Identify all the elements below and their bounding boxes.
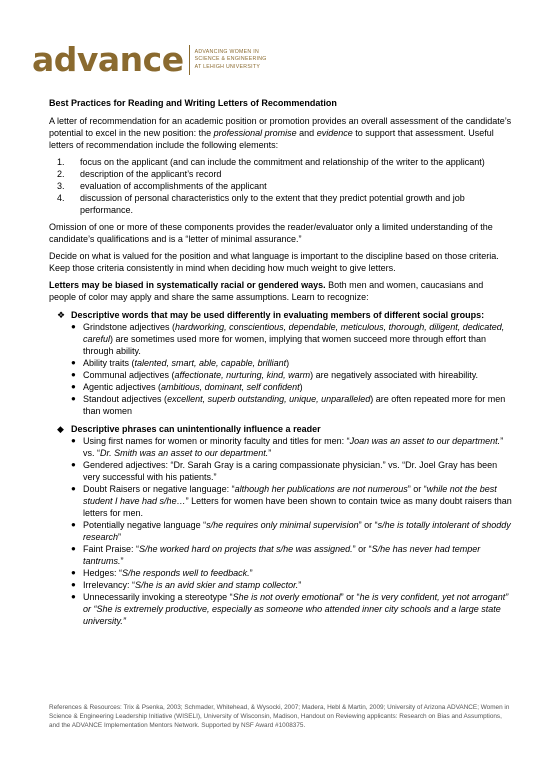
omission-paragraph: Omission of one or more of these components provides the reader/evaluator only a limited understanding of the candidate’s qualifications and is a “letter of minimal assurance.” [49,222,493,244]
list-item [49,180,512,192]
list-item [49,168,512,180]
diamond-bullet-icon: ◆ [57,424,64,434]
list-item: ● Doubt Raisers or negative language: “although her publications are not numerous” or “while not the best student I have had s/he…” Letters for women have been shown to contain twice as many doubt raisers than letters for men. [71,484,512,518]
list-item: ● Standout adjectives (excellent, superb outstanding, unique, unparalleled) are often repeated more for men than women [71,394,506,416]
list-text: description of the applicant’s record [80,169,222,179]
list-text: discussion of personal characteristics only to the extent that they predict potential growth and job performance. [80,193,465,215]
list-item [49,156,512,168]
bullet-icon: ● [71,322,76,331]
advance-logo [32,42,267,78]
logo-wordmark: advance [32,40,184,79]
references-footer: References & Resources: Trix & Psenka, 2003; Schmader, Whitehead, & Wysocki, 2007; Madera, Hebl & Martin, 2009; University of Arizona ADVANCE; Women in Science & Engineering Leadership Initiative (WISELI), University of Wisconsin, Madison, Handout on Reviewing applicants: Research on Bias and Assumptions, and the ADVANCE Implementation Mentors Network. Supported by NSF Award #1008375. [49,704,510,729]
section-descriptive-words [49,309,512,417]
list-item: ● Grindstone adjectives (hardworking, conscientious, dependable, meticulous, thorough, diligent, dedicated, careful) are sometimes used more for women, implying that women succeed more through effort than through ability. [71,322,505,356]
list-item: ● Hedges: “S/he responds well to feedback.” [71,568,253,578]
bullet-list [49,321,512,417]
diamond-bullet-icon: ❖ [57,310,66,320]
list-number: 1. [57,157,65,167]
logo-tagline-line: SCIENCE & ENGINEERING [194,56,267,63]
bullet-icon: ● [71,484,76,493]
bullet-list [49,435,512,627]
intro-emphasis: evidence [316,128,353,138]
intro-paragraph [49,115,512,151]
list-text: evaluation of accomplishments of the applicant [80,181,267,191]
bullet-icon: ● [71,436,76,445]
bullet-icon: ● [71,394,76,403]
logo-tagline-line: AT LEHIGH UNIVERSITY [194,63,261,70]
list-item: ● Faint Praise: “S/he worked hard on projects that s/he was assigned.” or “S/he has never had temper tantrums.” [71,544,481,566]
document-title: Best Practices for Reading and Writing Letters of Recommendation [49,98,337,108]
document-body [49,97,512,627]
bullet-icon: ● [71,568,76,577]
section-heading-text: Descriptive phrases can unintentionally influence a reader [71,424,321,434]
bullet-icon: ● [71,520,76,529]
list-item: ● Irrelevancy: “S/he is an avid skier and stamp collector.” [71,580,302,590]
list-number: 3. [57,181,65,191]
bias-lead: Letters may be biased in systematically racial or gendered ways. [49,280,326,290]
list-number: 2. [57,169,65,179]
logo-divider [189,45,190,75]
section-heading [57,423,512,435]
logo-tagline-line: ADVANCING WOMEN IN [194,48,259,55]
bullet-icon: ● [71,460,76,469]
list-item: ● Ability traits (talented, smart, able, capable, brilliant) [71,358,290,368]
bullet-icon: ● [71,370,76,379]
section-heading [57,309,512,321]
bias-paragraph [49,279,512,303]
list-item: ● Unnecessarily invoking a stereotype “She is not overly emotional” or “he is very confident, yet not arrogant” or “She is extremely productive, especially as someone who attended inner city schools and a large state university.” [71,592,509,626]
bullet-icon: ● [71,544,76,553]
criteria-paragraph: Decide on what is valued for the position and what language is important to the discipline based on those criteria. Keep those criteria consistently in mind when deciding how much weight to give letters. [49,251,499,273]
list-text: focus on the applicant (and can include the commitment and relationship of the writer to the applicant) [80,157,485,167]
elements-list [49,156,512,216]
list-item: ● Using first names for women or minority faculty and titles for men: “Joan was an asset to our department.” vs. “Dr. Smith was an asset to our department.” [71,436,504,458]
intro-text: to support that assessment. Useful letters of recommendation include the following elements: [49,128,494,150]
section-descriptive-phrases [49,423,512,627]
intro-text: and [296,128,317,138]
bias-text: Both men and women, caucasians and people of color may apply and share the same assumptions. Learn to recognize: [49,280,484,302]
bullet-icon: ● [71,382,76,391]
list-item: ● Agentic adjectives (ambitious, dominant, self confident) [71,382,303,392]
list-item [49,192,512,216]
section-heading-text: Descriptive words that may be used differently in evaluating members of different social groups: [71,310,485,320]
bullet-icon: ● [71,580,76,589]
list-number: 4. [57,193,65,203]
bullet-icon: ● [71,592,76,601]
list-item: ● Potentially negative language “s/he requires only minimal supervision” or “s/he is totally intolerant of shoddy research” [71,520,511,542]
logo-tagline [195,49,267,71]
list-item: ● Gendered adjectives: “Dr. Sarah Gray is a caring compassionate physician.” vs. “Dr. Joel Gray has been very successful with his patients.” [71,460,498,482]
intro-text: A letter of recommendation for an academic position or promotion provides an overall assessment of the candidate’s potential to excel in the new position: the [49,116,512,138]
intro-emphasis: professional promise [213,128,297,138]
bullet-icon: ● [71,358,76,367]
list-item: ● Communal adjectives (affectionate, nurturing, kind, warm) are negatively associated with hireability. [71,370,479,380]
